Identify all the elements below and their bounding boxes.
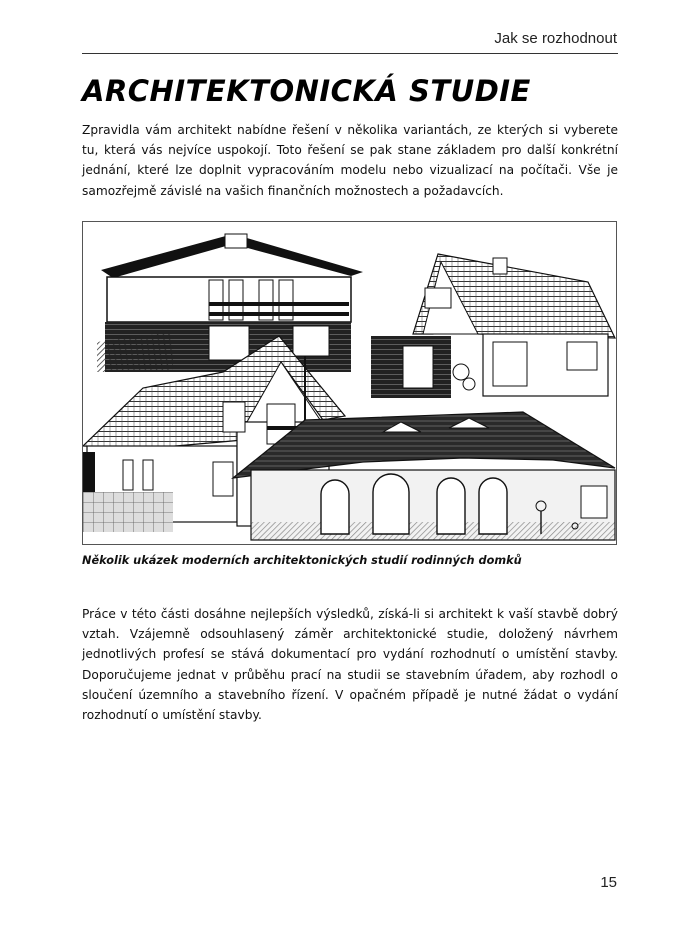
- header-rule: [82, 53, 618, 54]
- gable-house-drawing: [371, 254, 615, 398]
- running-head: Jak se rozhodnout: [494, 30, 617, 47]
- two-storey-house-drawing: [97, 234, 363, 372]
- page-title: ARCHITEKTONICKÁ STUDIE: [82, 74, 531, 108]
- intro-paragraph: Zpravidla vám architekt nabídne řešení v několika variantách, ze kterých si vyberete tu, která vás nejvíce uspokojí. Toto řešení se pak stane základem pro další konkrétní jednání, které lze doplnit vypracováním modelu nebo vizualizací na počítači. Vše je samozřejmě závislé na vašich finančních možnostech a požadavcích.: [82, 123, 618, 198]
- page-number: 15: [600, 874, 617, 891]
- body-paragraph: Práce v této části dosáhne nejlepších výsledků, získá-li si architekt k vaší stavbě dobrý vztah. Vzájemně odsouhlasený záměr architektonické studie, doložený návrhem jednotlivých profesí se stává dokumentací pro vydání rozhodnutí o umístění stavby. Doporučujeme jednat v průběhu prací na studii se stavebním úřadem, aby rozhodl o sloučení územního a stavebního řízení. V opačném případě je nutné žádat o vydání rozhodnutí o umístění stavby.: [82, 607, 618, 723]
- bungalow-drawing: [233, 412, 615, 540]
- house-studies-figure: [82, 221, 617, 545]
- figure-caption: Několik ukázek moderních architektonických studií rodinných domků: [82, 554, 522, 567]
